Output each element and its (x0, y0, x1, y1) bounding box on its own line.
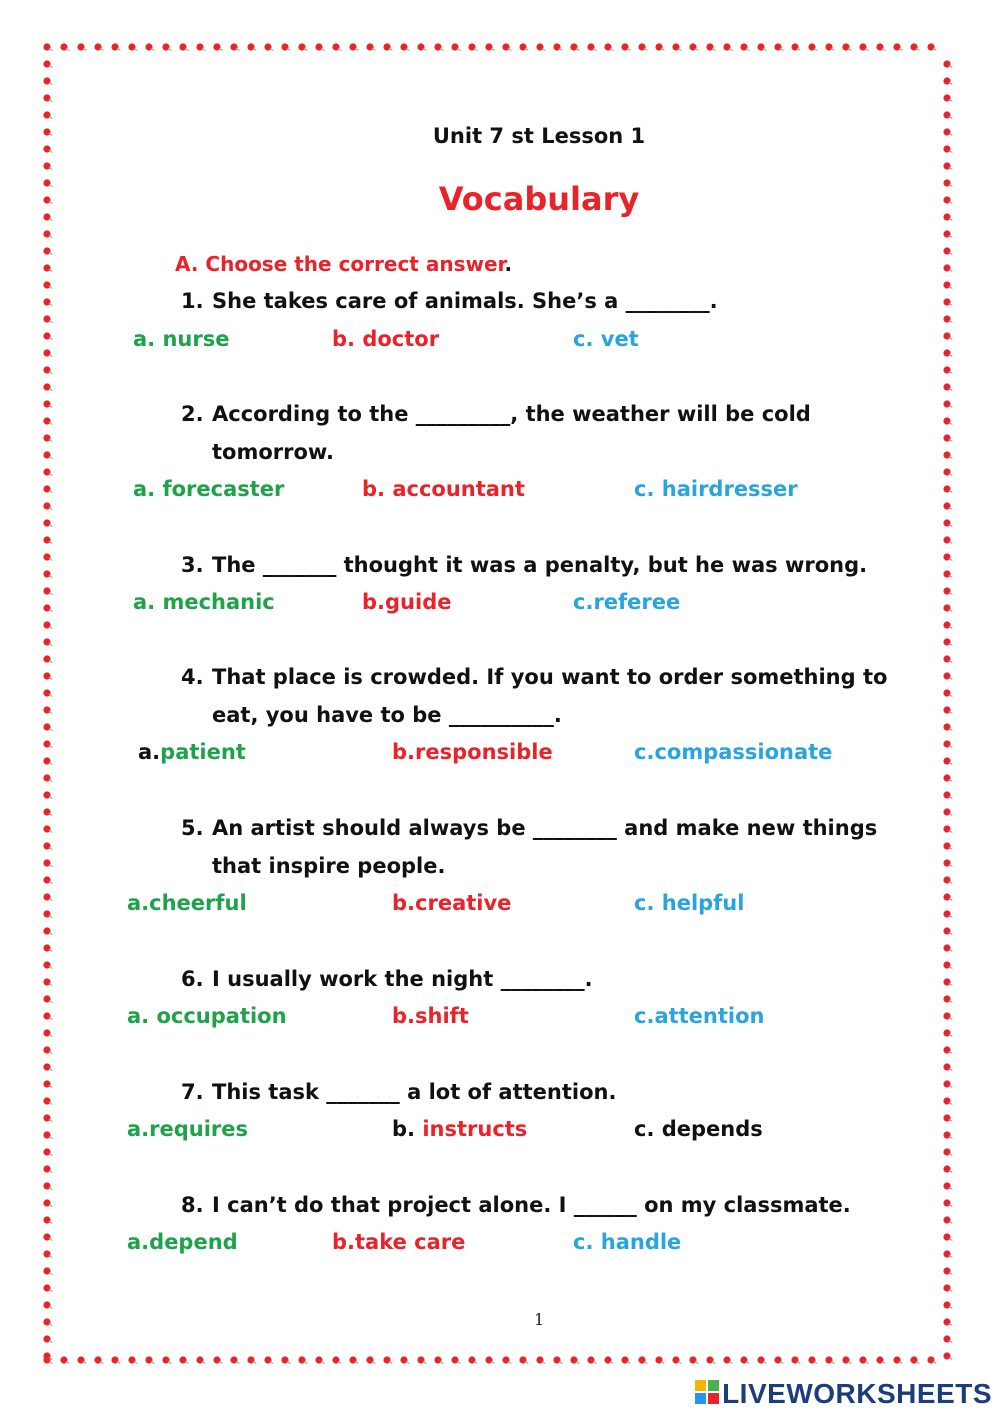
option-prefix: c. (634, 477, 662, 501)
page-title: Vocabulary (438, 180, 640, 218)
option-text: cheerful (149, 891, 247, 915)
option-prefix: b. (392, 740, 416, 764)
question-number: 3. (181, 553, 204, 577)
option-6a[interactable] (127, 1004, 287, 1028)
option-prefix: b. (392, 1004, 416, 1028)
option-prefix: a. (133, 327, 163, 351)
option-text: patient (160, 740, 246, 764)
question-5-line-2: that inspire people. (212, 854, 446, 878)
question-5 (181, 816, 877, 840)
option-text: compassionate (654, 740, 833, 764)
option-text: doctor (362, 327, 440, 351)
option-text: accountant (392, 477, 525, 501)
option-8a[interactable] (127, 1230, 238, 1254)
option-text: mechanic (162, 590, 275, 614)
question-2-line-2: tomorrow. (212, 440, 334, 464)
question-number: 1. (181, 289, 204, 313)
option-prefix: b. (392, 891, 416, 915)
option-text: depend (149, 1230, 238, 1254)
option-prefix: a. (127, 1004, 157, 1028)
option-5b[interactable] (392, 891, 511, 915)
question-text: This task _______ a lot of attention. (212, 1080, 617, 1104)
instruction-label: A. Choose the correct answer (175, 252, 505, 276)
option-prefix: b. (362, 590, 386, 614)
option-prefix: c. (573, 327, 601, 351)
page-number: 1 (534, 1310, 545, 1329)
option-6c[interactable] (634, 1004, 765, 1028)
brand-watermark: LIVEWORKSHEETS (722, 1378, 992, 1409)
option-3c[interactable] (573, 590, 680, 614)
question-number: 5. (181, 816, 204, 840)
question-number: 4. (181, 665, 204, 689)
question-text: An artist should always be ________ and make new things (212, 816, 878, 840)
instruction-end: . (504, 252, 513, 276)
option-text: depends (661, 1117, 763, 1141)
option-8c[interactable] (573, 1230, 681, 1254)
option-5a[interactable] (127, 891, 247, 915)
question-6 (181, 967, 593, 991)
option-text: instructs (422, 1117, 528, 1141)
option-text: creative (415, 891, 512, 915)
option-prefix: a. (133, 477, 163, 501)
option-text: handle (600, 1230, 682, 1254)
option-1c[interactable] (573, 327, 639, 351)
option-text: referee (593, 590, 681, 614)
option-prefix: c. (634, 740, 655, 764)
question-text: I can’t do that project alone. I ______ on my classmate. (212, 1193, 851, 1217)
question-number: 8. (181, 1193, 204, 1217)
question-8 (181, 1193, 851, 1217)
liveworksheets-logo-icon (695, 1380, 719, 1404)
question-7 (181, 1080, 616, 1104)
option-prefix: c. (573, 1230, 601, 1254)
option-text: helpful (661, 891, 745, 915)
question-number: 2. (181, 402, 204, 426)
option-2c[interactable] (634, 477, 798, 501)
option-7a[interactable] (127, 1117, 248, 1141)
option-text: responsible (415, 740, 553, 764)
question-3 (181, 553, 867, 577)
option-text: occupation (156, 1004, 287, 1028)
option-text: guide (385, 590, 452, 614)
option-5c[interactable] (634, 891, 744, 915)
option-3a[interactable] (133, 590, 275, 614)
option-prefix: b. (392, 1117, 423, 1141)
option-prefix: c. (634, 1004, 655, 1028)
option-4b[interactable] (392, 740, 553, 764)
option-prefix: b. (332, 1230, 356, 1254)
option-prefix: b. (362, 477, 393, 501)
option-3b[interactable] (362, 590, 451, 614)
unit-lesson-heading: Unit 7 st Lesson 1 (432, 124, 646, 148)
option-text: attention (654, 1004, 765, 1028)
option-prefix: a. (127, 1117, 150, 1141)
option-prefix: c. (573, 590, 594, 614)
option-1b[interactable] (332, 327, 439, 351)
option-text: requires (149, 1117, 249, 1141)
option-6b[interactable] (392, 1004, 469, 1028)
option-7c[interactable] (634, 1117, 763, 1141)
question-text: I usually work the night ________. (212, 967, 593, 991)
question-4 (181, 665, 887, 689)
option-text: vet (600, 327, 639, 351)
option-text: shift (415, 1004, 469, 1028)
option-2b[interactable] (362, 477, 525, 501)
option-text: forecaster (162, 477, 285, 501)
option-prefix: b. (332, 327, 363, 351)
question-1 (181, 289, 718, 313)
option-text: take care (355, 1230, 466, 1254)
option-prefix: a. (133, 590, 163, 614)
question-number: 7. (181, 1080, 204, 1104)
question-text: That place is crowded. If you want to order something to (212, 665, 888, 689)
option-prefix: c. (634, 891, 662, 915)
option-7b[interactable] (392, 1117, 527, 1141)
question-number: 6. (181, 967, 204, 991)
question-2 (181, 402, 811, 426)
option-prefix: a. (127, 1230, 150, 1254)
option-2a[interactable] (133, 477, 284, 501)
option-prefix: a. (127, 891, 150, 915)
option-text: hairdresser (661, 477, 798, 501)
option-text: nurse (162, 327, 230, 351)
option-prefix: a. (138, 740, 161, 764)
instruction (175, 252, 512, 276)
option-8b[interactable] (332, 1230, 465, 1254)
option-1a[interactable] (133, 327, 229, 351)
question-text: The _______ thought it was a penalty, but he was wrong. (212, 553, 868, 577)
question-4-line-2: eat, you have to be __________. (212, 703, 562, 727)
option-4a[interactable] (138, 740, 246, 764)
option-prefix: c. (634, 1117, 662, 1141)
question-text: She takes care of animals. She’s a ________. (212, 289, 718, 313)
option-4c[interactable] (634, 740, 832, 764)
question-text: According to the _________, the weather will be cold (212, 402, 811, 426)
